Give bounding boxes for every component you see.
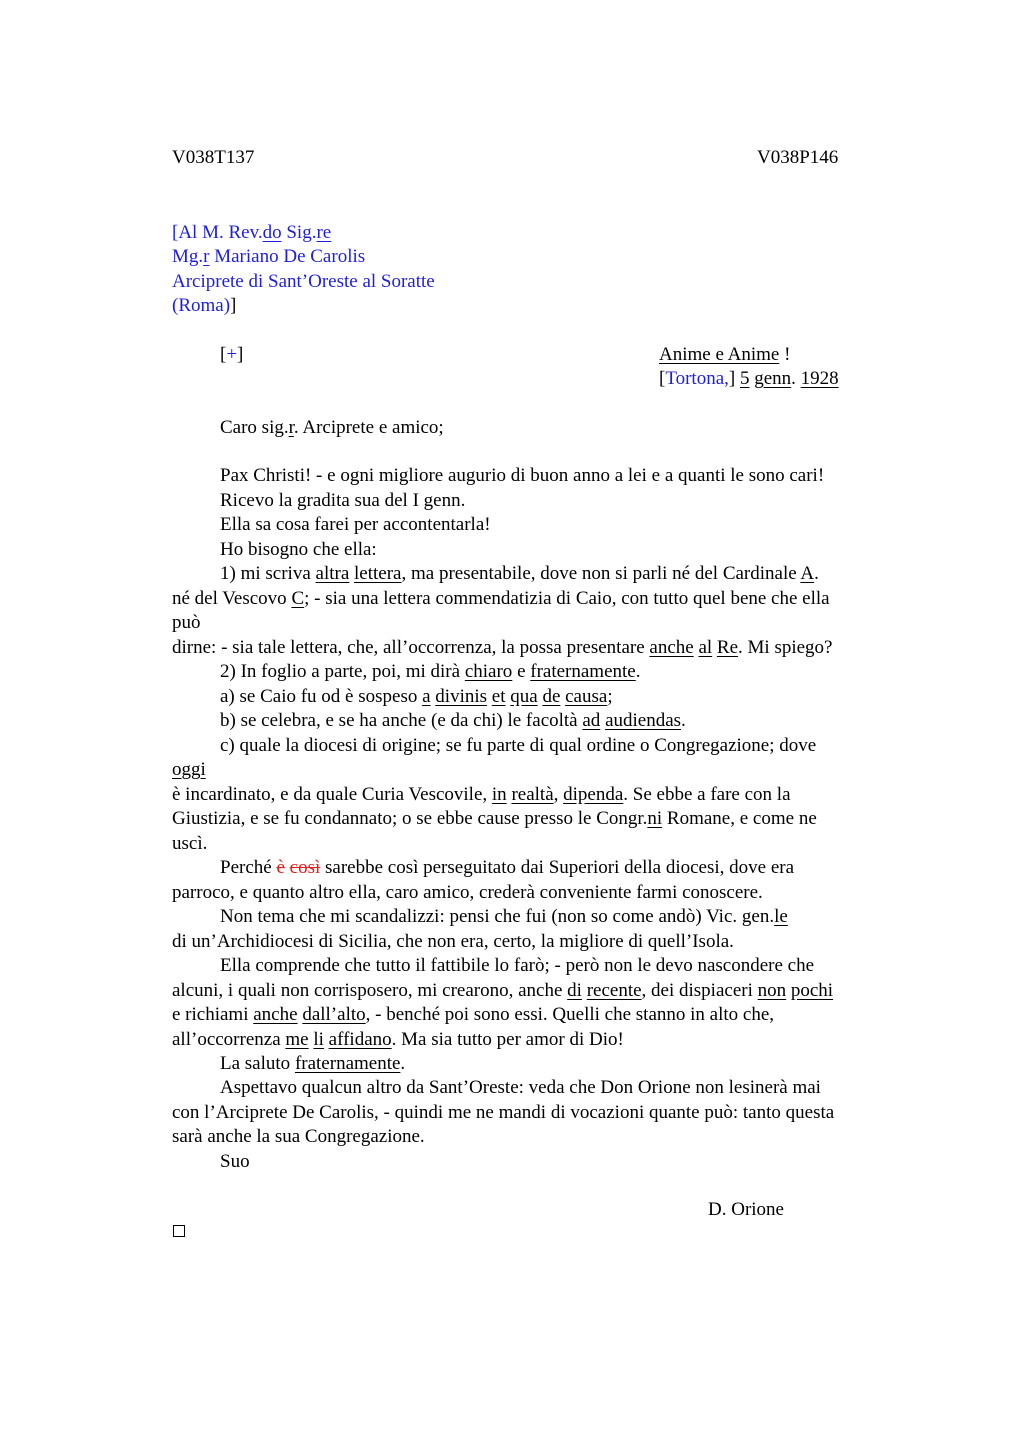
item-1-line-1: 1) mi scriva altra lettera, ma presentabile, dove non si parli né del Cardinale A. — [220, 563, 819, 584]
deleted-text: così — [289, 857, 321, 878]
paragraph-comprende-line-1: Ella comprende che tutto il fattibile lo farò; - però non le devo nascondere che — [220, 955, 815, 976]
paragraph-ella: Ella sa cosa farei per accontentarla! — [220, 514, 491, 535]
item-c-line-2: oggi — [172, 759, 206, 780]
document-code-right: V038P146 — [757, 147, 839, 168]
address-line-4: (Roma)] — [172, 295, 237, 316]
item-c-line-1: c) quale la diocesi di origine; se fu parte di qual ordine o Congregazione; dove — [220, 735, 817, 756]
address-line-1: [Al M. Rev.do Sig.re — [172, 222, 332, 243]
motto: Anime e Anime ! — [659, 344, 791, 365]
cross-mark: [+] — [220, 344, 244, 365]
closing-suo: Suo — [220, 1151, 250, 1172]
deleted-text: è — [276, 857, 285, 878]
paragraph-aspettavo-line-2: con l’Arciprete De Carolis, - quindi me ne mandi di vocazioni quante può: tanto questa — [172, 1102, 835, 1123]
item-2: 2) In foglio a parte, poi, mi dirà chiaro e fraternamente. — [220, 661, 641, 682]
item-b: b) se celebra, e se ha anche (e da chi) le facoltà ad audiendas. — [220, 710, 686, 731]
item-1-line-2: né del Vescovo C; - sia una lettera commendatizia di Caio, con tutto quel bene che ella — [172, 588, 830, 609]
paragraph-bisogno: Ho bisogno che ella: — [220, 539, 377, 560]
paragraph-ricevo: Ricevo la gradita sua del I genn. — [220, 490, 466, 511]
address-line-2: Mg.r Mariano De Carolis — [172, 246, 366, 267]
item-c-line-5: uscì. — [172, 833, 208, 854]
paragraph-perche-line-2: parroco, e quanto altro ella, caro amico, crederà conveniente farmi conoscere. — [172, 882, 763, 903]
signature: D. Orione — [708, 1199, 784, 1220]
paragraph-saluto: La saluto fraternamente. — [220, 1053, 406, 1074]
paragraph-aspettavo-line-1: Aspettavo qualcun altro da Sant’Oreste: veda che Don Orione non lesinerà mai — [220, 1077, 821, 1098]
paragraph-comprende-line-2: alcuni, i quali non corrisposero, mi crearono, anche di recente, dei dispiaceri non pochi — [172, 980, 834, 1001]
paragraph-comprende-line-3: e richiami anche dall’alto, - benché poi sono essi. Quelli che stanno in alto che, — [172, 1004, 775, 1025]
paragraph-aspettavo-line-3: sarà anche la sua Congregazione. — [172, 1126, 425, 1147]
paragraph-comprende-line-4: all’occorrenza me li affidano. Ma sia tutto per amor di Dio! — [172, 1029, 624, 1050]
address-line-3: Arciprete di Sant’Oreste al Soratte — [172, 271, 435, 292]
item-1-line-3: può — [172, 612, 201, 633]
item-c-line-4: Giustizia, e se fu condannato; o se ebbe cause presso le Congr.ni Romane, e come ne — [172, 808, 817, 829]
document-code-left: V038T137 — [172, 147, 255, 168]
paragraph-tema-line-2: di un’Archidiocesi di Sicilia, che non era, certo, la migliore di quell’Isola. — [172, 931, 734, 952]
paragraph-perche-line-1: Perché è così sarebbe così perseguitato dai Superiori della diocesi, dove era — [220, 857, 795, 878]
item-a: a) se Caio fu od è sospeso a divinis et qua de causa; — [220, 686, 613, 707]
item-1-line-4: dirne: - sia tale lettera, che, all’occorrenza, la possa presentare anche al Re. Mi spiego? — [172, 637, 833, 658]
paragraph-tema-line-1: Non tema che mi scandalizzi: pensi che fui (non so come andò) Vic. gen.le — [220, 906, 788, 927]
salutation: Caro sig.r. Arciprete e amico; — [220, 417, 444, 438]
item-c-line-3: è incardinato, e da quale Curia Vescovile, in realtà, dipenda. Se ebbe a fare con la — [172, 784, 791, 805]
dateline: [Tortona,] 5 genn. 1928 — [659, 368, 839, 389]
end-box-icon — [173, 1225, 185, 1237]
paragraph-pax: Pax Christi! - e ogni migliore augurio di buon anno a lei e a quanti le sono cari! — [220, 465, 825, 486]
